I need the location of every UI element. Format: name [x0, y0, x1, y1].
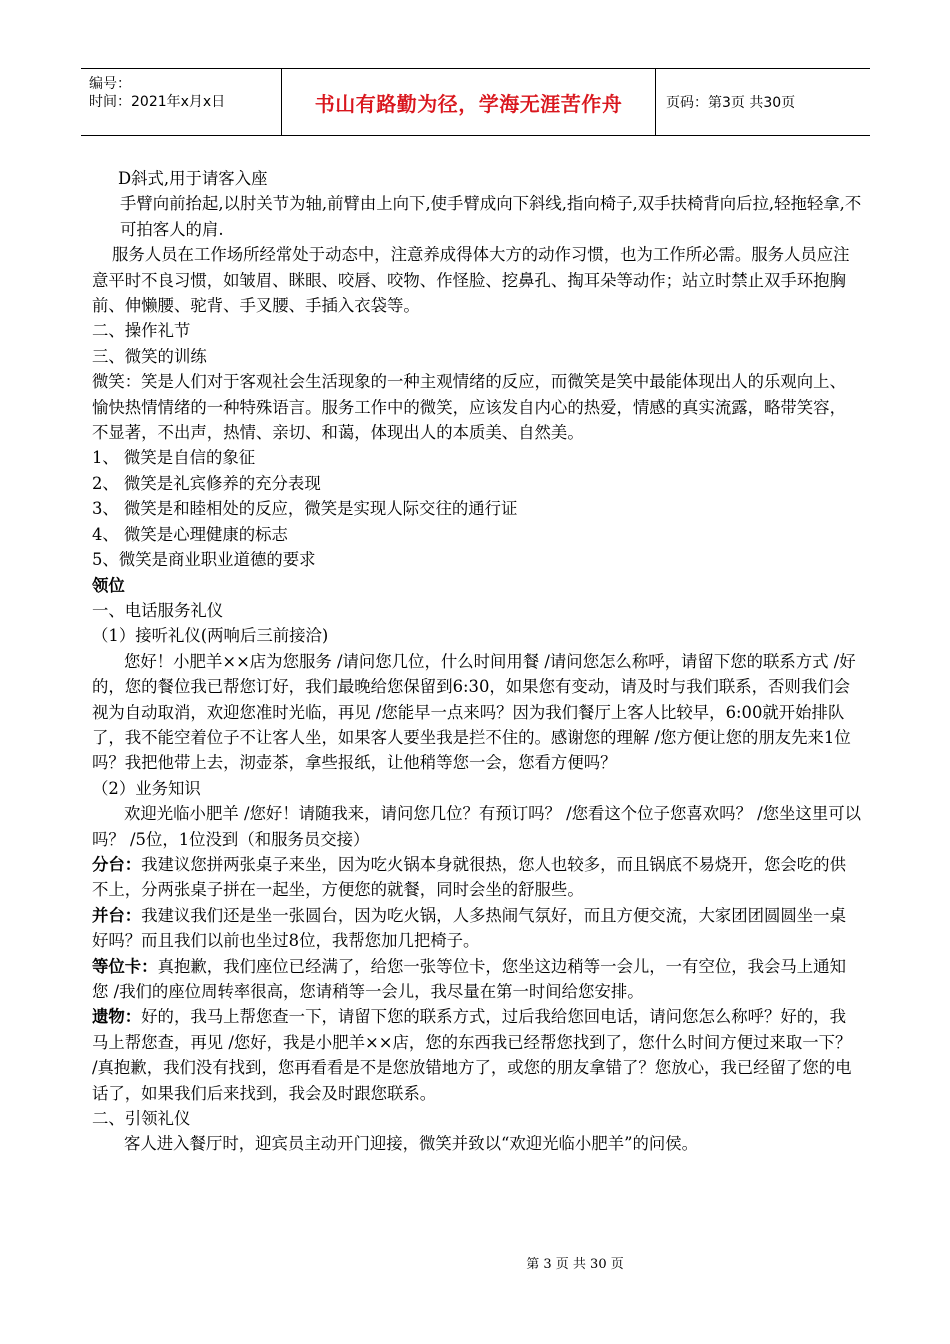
document-body — [92, 166, 862, 1157]
header-date: 时间：2021年x月x日 — [89, 94, 226, 110]
section-heading: 三、微笑的训练 — [92, 346, 207, 366]
term-text: 我建议我们还是坐一张圆台，因为吃火锅，人多热闹气氛好，而且方便交流，大家团团圆圆坐一桌好吗？而且我们以前也坐过8位，我帮您加几把椅子。 — [92, 905, 846, 951]
paragraph: 微笑：笑是人们对于客观社会生活现象的一种主观情绪的反应，而微笑是笑中最能体现出人的乐观向上、愉快热情情绪的一种特殊语言。服务工作中的微笑，应该发自内心的热爱，情感的真实流露，略带笑容，不显著，不出声，热情、亲切、和蔼，体现出人的本质美、自然美。 — [92, 372, 846, 443]
paragraph: 客人进入餐厅时，迎宾员主动开门迎接，微笑并致以“欢迎光临小肥羊”的问侯。 — [124, 1134, 699, 1154]
section-heading: 二、操作礼节 — [92, 321, 191, 341]
list-item: 5、微笑是商业职业道德的要求 — [92, 550, 316, 570]
page-footer — [0, 1253, 950, 1272]
term-label: 分台： — [92, 854, 142, 874]
subsection-heading: （2）业务知识 — [92, 778, 201, 798]
list-item: 1、 微笑是自信的象征 — [92, 448, 256, 468]
section-heading: 一、电话服务礼仪 — [92, 600, 224, 620]
paragraph — [92, 954, 862, 1005]
term-text: 好的，我马上帮您查一下，请留下您的联系方式，过后我给您回电话，请问您怎么称呼？好的，我马上帮您查，再见 /您好，我是小肥羊××店，您的东西我已经帮您找到了，您什么时间方便过来取一下？ /真抱歉，我们没有找到，您再看看是不是您放错地方了，或您的朋友拿错了？您放心，我已经留了您的电话了，如果我们后来找到，我会及时跟您联系。 — [92, 1007, 852, 1103]
paragraph: 服务人员在工作场所经常处于动态中，注意养成得体大方的动作习惯，也为工作所必需。服务人员应注意平时不良习惯，如皱眉、眯眼、咬唇、咬物、作怪脸、挖鼻孔、掏耳朵等动作；站立时禁止双手环抱胸前、伸懒腰、驼背、手叉腰、手插入衣袋等。 — [92, 245, 850, 316]
section-heading: 二、引领礼仪 — [92, 1109, 191, 1129]
header-page-info: 页码：第3页 共30页 — [666, 95, 796, 111]
list-item: 4、 微笑是心理健康的标志 — [92, 524, 288, 544]
paragraph: 欢迎光临小肥羊 /您好！请随我来，请问您几位？有预订吗？ /您看这个位子您喜欢吗？ /您坐这里可以吗？ /5位，1位没到（和服务员交接） — [92, 804, 861, 849]
page-header — [81, 68, 870, 136]
paragraph: D斜式,用于请客入座 — [118, 169, 268, 188]
term-label: 并台： — [92, 905, 142, 925]
paragraph — [92, 852, 862, 903]
list-item: 2、 微笑是礼宾修养的充分表现 — [92, 473, 321, 493]
term-label: 遗物： — [92, 1007, 142, 1027]
term-text: 我建议您拼两张桌子来坐，因为吃火锅本身就很热，您人也较多，而且锅底不易烧开，您会吃的供不上，分两张桌子拼在一起坐，方便您的就餐，同时会坐的舒服些。 — [92, 854, 846, 900]
section-heading: 领位 — [92, 575, 125, 595]
header-number: 编号： — [89, 76, 131, 92]
header-motto: 书山有路勤为径，学海无涯苦作舟 — [314, 91, 623, 116]
subsection-heading: （1）接听礼仪(两响后三前接洽) — [92, 626, 329, 646]
list-item: 3、 微笑是和睦相处的反应，微笑是实现人际交往的通行证 — [92, 499, 518, 519]
paragraph — [92, 1004, 862, 1106]
paragraph: 您好！小肥羊××店为您服务 /请问您几位，什么时间用餐 /请问您怎么称呼，请留下您的联系方式 /好的，您的餐位我已帮您订好，我们最晚给您保留到6:30，如果您有变动，请及时与我们联系，否则我们会视为自动取消，欢迎您准时光临，再见 /您能早一点来吗？因为我们餐厅上客人比较早，6:00就开始排队了，我不能空着位子不让客人坐，如果客人要坐我是拦不住的。感谢您的理解 /您方便让您的朋友先来1位吗？我把他带上去，沏壶茶，拿些报纸，让他稍等您一会，您看方便吗？ — [92, 651, 856, 773]
header-meta — [81, 69, 281, 135]
header-divider — [655, 69, 656, 135]
term-text: 真抱歉，我们座位已经满了，给您一张等位卡，您坐这边稍等一会儿，一有空位，我会马上通知您 /我们的座位周转率很高，您请稍等一会儿，我尽量在第一时间给您安排。 — [92, 956, 846, 1001]
term-label: 等位卡： — [92, 956, 158, 976]
paragraph — [92, 903, 862, 954]
paragraph: 手臂向前抬起,以肘关节为轴,前臂由上向下,使手臂成向下斜线,指向椅子,双手扶椅背向后拉,轻拖轻拿,不可拍客人的肩. — [120, 194, 862, 239]
footer-page-number: 第 3 页 共 30 页 — [526, 1257, 624, 1272]
